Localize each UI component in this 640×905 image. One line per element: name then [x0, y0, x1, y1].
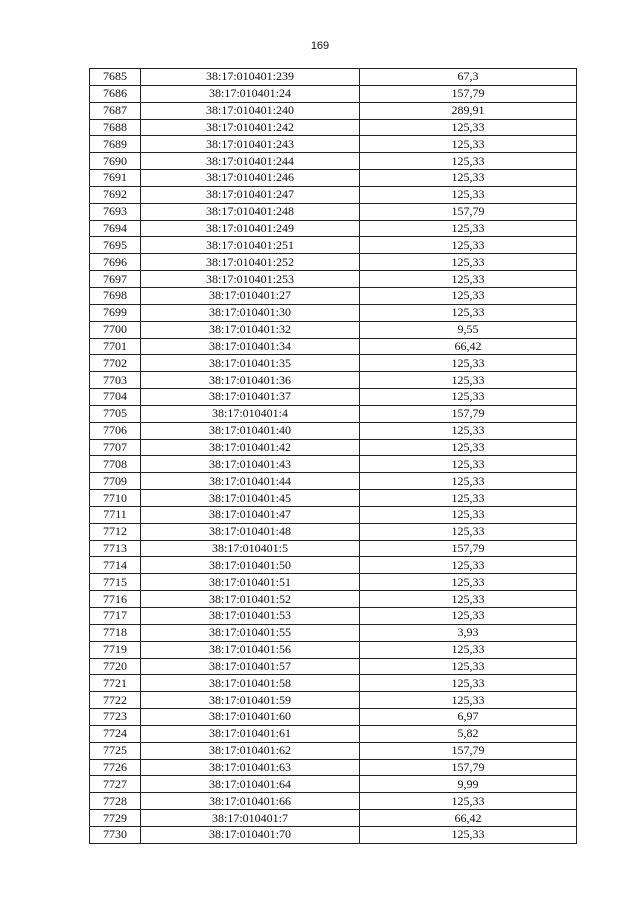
row-number-cell: 7695	[90, 237, 141, 254]
table-row	[90, 439, 577, 456]
cadastral-number-cell: 38:17:010401:52	[141, 591, 360, 608]
row-number-cell: 7690	[90, 153, 141, 170]
table-row	[90, 557, 577, 574]
row-number-cell: 7718	[90, 624, 141, 641]
table-row	[90, 220, 577, 237]
row-number-cell: 7719	[90, 641, 141, 658]
value-cell: 125,33	[360, 506, 577, 523]
cadastral-number-cell: 38:17:010401:247	[141, 186, 360, 203]
value-cell: 125,33	[360, 186, 577, 203]
value-cell: 157,79	[360, 759, 577, 776]
value-cell: 125,33	[360, 287, 577, 304]
value-cell: 125,33	[360, 456, 577, 473]
row-number-cell: 7707	[90, 439, 141, 456]
table-row	[90, 136, 577, 153]
table-row	[90, 523, 577, 540]
cadastral-number-cell: 38:17:010401:42	[141, 439, 360, 456]
row-number-cell: 7711	[90, 506, 141, 523]
table-row	[90, 405, 577, 422]
value-cell: 125,33	[360, 591, 577, 608]
value-cell: 125,33	[360, 119, 577, 136]
value-cell: 125,33	[360, 439, 577, 456]
table-row	[90, 810, 577, 827]
row-number-cell: 7722	[90, 692, 141, 709]
table-row	[90, 506, 577, 523]
value-cell: 157,79	[360, 405, 577, 422]
table-row	[90, 742, 577, 759]
cadastral-number-cell: 38:17:010401:63	[141, 759, 360, 776]
table-row	[90, 271, 577, 288]
value-cell: 125,33	[360, 220, 577, 237]
table-row	[90, 102, 577, 119]
cadastral-number-cell: 38:17:010401:4	[141, 405, 360, 422]
cadastral-number-cell: 38:17:010401:37	[141, 389, 360, 406]
cadastral-number-cell: 38:17:010401:36	[141, 372, 360, 389]
register-table-body	[90, 69, 577, 844]
cadastral-number-cell: 38:17:010401:60	[141, 709, 360, 726]
row-number-cell: 7700	[90, 321, 141, 338]
table-row	[90, 338, 577, 355]
row-number-cell: 7709	[90, 473, 141, 490]
cadastral-number-cell: 38:17:010401:5	[141, 540, 360, 557]
cadastral-number-cell: 38:17:010401:47	[141, 506, 360, 523]
table-row	[90, 591, 577, 608]
table-row	[90, 237, 577, 254]
cadastral-number-cell: 38:17:010401:59	[141, 692, 360, 709]
row-number-cell: 7727	[90, 776, 141, 793]
cadastral-number-cell: 38:17:010401:48	[141, 523, 360, 540]
value-cell: 289,91	[360, 102, 577, 119]
cadastral-number-cell: 38:17:010401:44	[141, 473, 360, 490]
cadastral-number-cell: 38:17:010401:251	[141, 237, 360, 254]
value-cell: 125,33	[360, 557, 577, 574]
table-row	[90, 372, 577, 389]
table-row	[90, 85, 577, 102]
value-cell: 3,93	[360, 624, 577, 641]
table-row	[90, 490, 577, 507]
cadastral-number-cell: 38:17:010401:34	[141, 338, 360, 355]
table-row	[90, 153, 577, 170]
value-cell: 157,79	[360, 203, 577, 220]
row-number-cell: 7721	[90, 675, 141, 692]
row-number-cell: 7703	[90, 372, 141, 389]
row-number-cell: 7729	[90, 810, 141, 827]
table-row	[90, 321, 577, 338]
row-number-cell: 7723	[90, 709, 141, 726]
row-number-cell: 7712	[90, 523, 141, 540]
table-row	[90, 692, 577, 709]
row-number-cell: 7724	[90, 725, 141, 742]
value-cell: 157,79	[360, 540, 577, 557]
value-cell: 125,33	[360, 793, 577, 810]
register-table	[89, 68, 577, 844]
cadastral-number-cell: 38:17:010401:244	[141, 153, 360, 170]
page-number: 169	[310, 40, 330, 52]
row-number-cell: 7706	[90, 422, 141, 439]
table-row	[90, 456, 577, 473]
table-row	[90, 574, 577, 591]
cadastral-number-cell: 38:17:010401:66	[141, 793, 360, 810]
value-cell: 125,33	[360, 692, 577, 709]
row-number-cell: 7689	[90, 136, 141, 153]
table-row	[90, 793, 577, 810]
cadastral-number-cell: 38:17:010401:53	[141, 608, 360, 625]
value-cell: 125,33	[360, 675, 577, 692]
value-cell: 125,33	[360, 473, 577, 490]
cadastral-number-cell: 38:17:010401:30	[141, 304, 360, 321]
row-number-cell: 7704	[90, 389, 141, 406]
value-cell: 125,33	[360, 153, 577, 170]
row-number-cell: 7701	[90, 338, 141, 355]
row-number-cell: 7693	[90, 203, 141, 220]
value-cell: 125,33	[360, 608, 577, 625]
table-row	[90, 624, 577, 641]
value-cell: 125,33	[360, 490, 577, 507]
cadastral-number-cell: 38:17:010401:24	[141, 85, 360, 102]
cadastral-number-cell: 38:17:010401:55	[141, 624, 360, 641]
value-cell: 66,42	[360, 810, 577, 827]
value-cell: 125,33	[360, 523, 577, 540]
row-number-cell: 7713	[90, 540, 141, 557]
row-number-cell: 7697	[90, 271, 141, 288]
table-row	[90, 641, 577, 658]
cadastral-number-cell: 38:17:010401:246	[141, 170, 360, 187]
cadastral-number-cell: 38:17:010401:57	[141, 658, 360, 675]
value-cell: 125,33	[360, 254, 577, 271]
row-number-cell: 7692	[90, 186, 141, 203]
table-row	[90, 203, 577, 220]
cadastral-number-cell: 38:17:010401:61	[141, 725, 360, 742]
value-cell: 67,3	[360, 69, 577, 86]
value-cell: 125,33	[360, 136, 577, 153]
value-cell: 125,33	[360, 304, 577, 321]
row-number-cell: 7699	[90, 304, 141, 321]
row-number-cell: 7686	[90, 85, 141, 102]
table-row	[90, 170, 577, 187]
value-cell: 125,33	[360, 641, 577, 658]
table-row	[90, 608, 577, 625]
value-cell: 125,33	[360, 574, 577, 591]
table-row	[90, 355, 577, 372]
table-row	[90, 473, 577, 490]
cadastral-number-cell: 38:17:010401:35	[141, 355, 360, 372]
cadastral-number-cell: 38:17:010401:58	[141, 675, 360, 692]
row-number-cell: 7726	[90, 759, 141, 776]
cadastral-number-cell: 38:17:010401:253	[141, 271, 360, 288]
cadastral-number-cell: 38:17:010401:27	[141, 287, 360, 304]
table-row	[90, 675, 577, 692]
cadastral-number-cell: 38:17:010401:239	[141, 69, 360, 86]
value-cell: 9,99	[360, 776, 577, 793]
table-row	[90, 826, 577, 843]
value-cell: 125,33	[360, 826, 577, 843]
row-number-cell: 7710	[90, 490, 141, 507]
table-row	[90, 254, 577, 271]
value-cell: 66,42	[360, 338, 577, 355]
value-cell: 6,97	[360, 709, 577, 726]
value-cell: 125,33	[360, 237, 577, 254]
row-number-cell: 7687	[90, 102, 141, 119]
row-number-cell: 7717	[90, 608, 141, 625]
value-cell: 125,33	[360, 271, 577, 288]
cadastral-number-cell: 38:17:010401:56	[141, 641, 360, 658]
table-row	[90, 540, 577, 557]
row-number-cell: 7720	[90, 658, 141, 675]
row-number-cell: 7716	[90, 591, 141, 608]
cadastral-number-cell: 38:17:010401:45	[141, 490, 360, 507]
row-number-cell: 7705	[90, 405, 141, 422]
row-number-cell: 7714	[90, 557, 141, 574]
table-row	[90, 658, 577, 675]
table-row	[90, 759, 577, 776]
table-row	[90, 422, 577, 439]
row-number-cell: 7728	[90, 793, 141, 810]
table-row	[90, 287, 577, 304]
value-cell: 9,55	[360, 321, 577, 338]
row-number-cell: 7702	[90, 355, 141, 372]
table-row	[90, 69, 577, 86]
table-row	[90, 304, 577, 321]
cadastral-number-cell: 38:17:010401:7	[141, 810, 360, 827]
row-number-cell: 7685	[90, 69, 141, 86]
row-number-cell: 7715	[90, 574, 141, 591]
value-cell: 125,33	[360, 658, 577, 675]
cadastral-number-cell: 38:17:010401:40	[141, 422, 360, 439]
value-cell: 125,33	[360, 355, 577, 372]
row-number-cell: 7708	[90, 456, 141, 473]
cadastral-number-cell: 38:17:010401:70	[141, 826, 360, 843]
table-row	[90, 776, 577, 793]
row-number-cell: 7688	[90, 119, 141, 136]
cadastral-number-cell: 38:17:010401:43	[141, 456, 360, 473]
row-number-cell: 7691	[90, 170, 141, 187]
cadastral-number-cell: 38:17:010401:64	[141, 776, 360, 793]
cadastral-number-cell: 38:17:010401:242	[141, 119, 360, 136]
table-row	[90, 709, 577, 726]
cadastral-number-cell: 38:17:010401:51	[141, 574, 360, 591]
table-row	[90, 186, 577, 203]
value-cell: 157,79	[360, 742, 577, 759]
value-cell: 157,79	[360, 85, 577, 102]
row-number-cell: 7730	[90, 826, 141, 843]
value-cell: 125,33	[360, 389, 577, 406]
cadastral-number-cell: 38:17:010401:62	[141, 742, 360, 759]
row-number-cell: 7698	[90, 287, 141, 304]
value-cell: 125,33	[360, 422, 577, 439]
row-number-cell: 7694	[90, 220, 141, 237]
table-row	[90, 725, 577, 742]
value-cell: 125,33	[360, 372, 577, 389]
cadastral-number-cell: 38:17:010401:252	[141, 254, 360, 271]
cadastral-number-cell: 38:17:010401:50	[141, 557, 360, 574]
cadastral-number-cell: 38:17:010401:249	[141, 220, 360, 237]
value-cell: 125,33	[360, 170, 577, 187]
cadastral-number-cell: 38:17:010401:240	[141, 102, 360, 119]
cadastral-number-cell: 38:17:010401:32	[141, 321, 360, 338]
table-row	[90, 119, 577, 136]
value-cell: 5,82	[360, 725, 577, 742]
row-number-cell: 7725	[90, 742, 141, 759]
cadastral-number-cell: 38:17:010401:243	[141, 136, 360, 153]
cadastral-number-cell: 38:17:010401:248	[141, 203, 360, 220]
table-row	[90, 389, 577, 406]
row-number-cell: 7696	[90, 254, 141, 271]
